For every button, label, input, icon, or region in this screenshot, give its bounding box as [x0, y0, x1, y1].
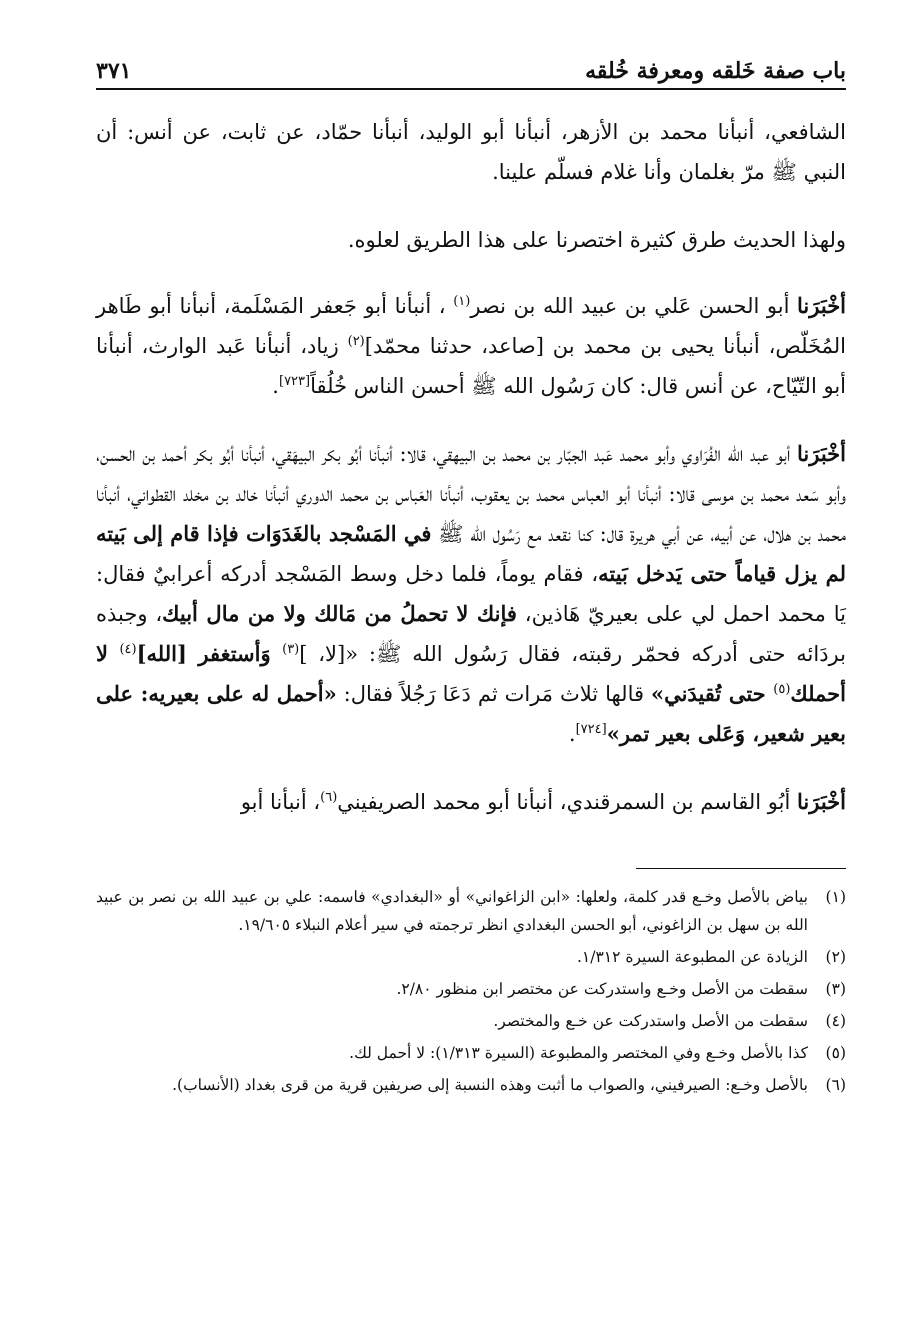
footnote-item	[96, 1071, 846, 1099]
footnote-text: بياض بالأصل وخـع قدر كلمة، ولعلها: «ابن الزاغواني» أو «البغدادي» فاسمه: علي بن عبيد الله بن نصر بن عبيد الله بن سهل بن الزاغوني، أبو الحسن البغدادي انظر ترجمته في سير أعلام النبلاء ١٩/٦٠٥.	[96, 888, 808, 934]
footnote-number: (٢)	[825, 948, 846, 966]
text-span: زياد، أنبأنا عَبد الوارث، أنبأنا أبو التّيّاح، عن أنس قال: كان رَسُول الله ﷺ أحسن الناس خُلُقاً	[96, 334, 846, 398]
footnote-item	[96, 1007, 846, 1035]
footnote-text: بالأصل وخـع: الصيرفيني، والصواب ما أثبت وهذه النسبة إلى صريفين قرية من قرى بغداد (الأنساب).	[172, 1076, 808, 1094]
paragraph-4	[96, 434, 846, 754]
footnote-number: (٥)	[825, 1044, 846, 1062]
hadith-number: [٧٢٤]	[575, 722, 607, 737]
footnote-text: سقطت من الأصل وخـع واستدركت عن مختصر ابن منظور ٢/٨٠.	[396, 980, 808, 998]
hadith-number: [٧٢٣]	[278, 374, 311, 389]
narration-lead: أخْبَرَنا	[797, 789, 846, 814]
text-span: ، وجبذه بردَائه حتى أدركه فحمّر رقبته، فقال رَسُول الله ﷺ: «[لا، ]	[96, 602, 846, 666]
footnote-marker: (٣)	[282, 642, 300, 657]
hadith-text: لا أحملك	[96, 641, 846, 706]
footnotes	[96, 883, 846, 1099]
footnote-marker: (٥)	[773, 682, 791, 697]
text-span: ، أنبأنا أبو جَعفر المَسْلَمة، أنبأنا أبو طَاهر المُخَلّص، أنبأنا يحيى بن محمد بن [صاعد، حدثنا محمّد]	[96, 294, 846, 358]
text-span: أبُو القاسم بن السمرقندي، أنبأنا أبو محمد الصريفيني	[337, 790, 798, 814]
paragraph-5	[96, 782, 846, 822]
narration-lead: أخْبَرَنا	[797, 293, 847, 318]
footnote-divider	[636, 868, 846, 869]
page-header	[96, 40, 846, 90]
footnote-number: (١)	[825, 888, 846, 906]
hadith-text: وَأستغفر [الله]	[136, 641, 283, 666]
paragraph-3	[96, 286, 846, 406]
footnote-marker: (١)	[453, 294, 471, 309]
footnote-text: الزيادة عن المطبوعة السيرة ١/٣١٢.	[576, 948, 808, 966]
paragraph-1: الشافعي، أنبأنا محمد بن الأزهر، أنبأنا أبو الوليد، أنبأنا حمّاد، عن ثابت، عن أنس: أن النبي ﷺ مرّ بغلمان وأنا غلام فسلّم علينا.	[96, 120, 846, 184]
footnote-marker: (٢)	[347, 334, 365, 349]
text-span: قالها ثلاث مَرات ثم دَعَا رَجُلاً فقال:	[336, 682, 651, 706]
chapter-title: باب صفة خَلقه ومعرفة خُلقه	[585, 58, 846, 84]
footnote-number: (٤)	[825, 1012, 846, 1030]
footnote-text: كذا بالأصل وخـع وفي المختصر والمطبوعة (السيرة ١/٣١٣): لا أحمل لك.	[349, 1044, 808, 1062]
footnote-item	[96, 883, 846, 939]
text-span: ، أنبأنا أبو	[240, 790, 321, 814]
footnote-number: (٣)	[825, 980, 846, 998]
footnote-item	[96, 1039, 846, 1067]
footnote-text: سقطت من الأصل واستدركت عن خـع والمختصر.	[493, 1012, 808, 1030]
hadith-text: فإنك لا تحملُ من مَالك ولا من مال أبيك	[162, 601, 517, 626]
main-text	[96, 112, 846, 822]
hadith-text: «أحمل له على بعيريه: على بعير شعير، وَعَلى بعير تمر»	[96, 681, 846, 746]
narration-lead: أخْبَرَنا	[797, 441, 846, 466]
hadith-text: في المَسْجد بالغَدَوَات فإذا قام إلى بَيته لم يزل قياماً حتى يَدخل بَيته	[96, 521, 846, 586]
text-span: أبو الحسن عَلي بن عبيد الله بن نصر	[470, 294, 798, 318]
text-span: .	[272, 374, 279, 398]
text-span: ، فقام يوماً، فلما دخل وسط المَسْجد أدركه أعرابيٌ فقال: يَا محمد احمل لي على بعيريّ هَاذين،	[96, 562, 846, 626]
footnote-item	[96, 975, 846, 1003]
document-page	[96, 40, 846, 1103]
footnote-item	[96, 943, 846, 971]
hadith-text: حتى تُقيدَني»	[650, 681, 774, 706]
footnote-number: (٦)	[825, 1076, 846, 1094]
text-span: أبو عبد الله الفُرَاوي وأبو محمد عَبد الجبّار بن محمد بن البيهقي، قالا: أنبأنا أبُو بكر البيهَقي، أنبأنا أبُو بكر أحمد بن الحسن، وأبو سَعد محمد بن موسى قالا: أنبأنا أبو العباس محمد بن يعقوب، أنبأنا العَباس بن محمد الدوري أنبأنا خالد بن مخلد القطواني، أنبأنا محمد بن هلال، عن أبيه، عن أبي هريرة قال: كنا نقعد مع رَسُول الله ﷺ	[96, 442, 847, 546]
text-span: .	[568, 722, 576, 746]
footnote-marker: (٦)	[320, 790, 338, 805]
paragraph-2: ولهذا الحديث طرق كثيرة اختصرنا على هذا الطريق لعلوه.	[347, 228, 846, 252]
page-number: ٣٧١	[96, 58, 132, 84]
footnote-marker: (٤)	[119, 642, 137, 657]
